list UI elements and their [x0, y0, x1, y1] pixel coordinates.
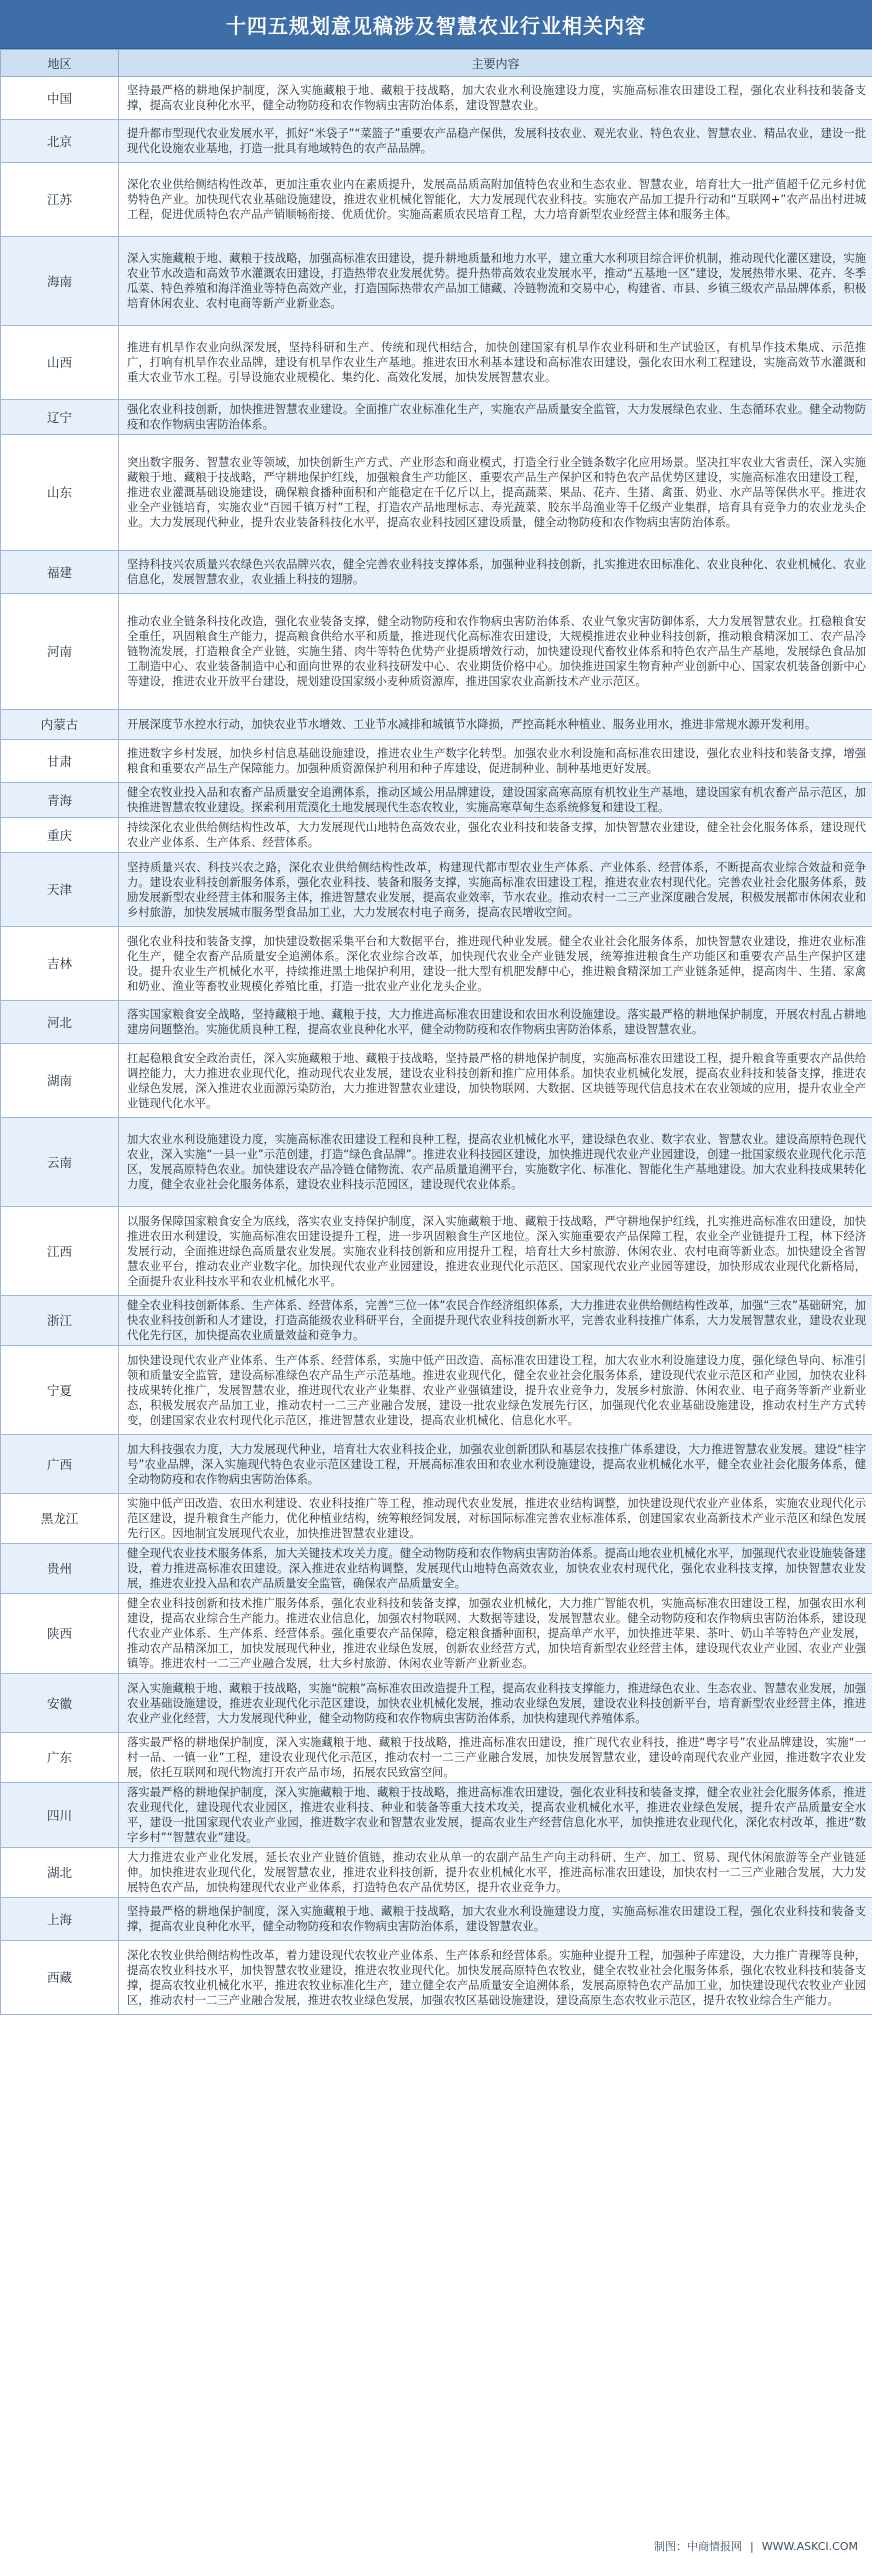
table-row: [1, 120, 872, 163]
content-cell: 加快建设现代农业产业体系、生产体系、经营体系，实施中低产田改造、高标准农田建设工程，加大农业水利设施建设力度，强化绿色导向、标准引领和质量安全监管，建设高标准绿色农产品生产示范基地。推进农业现代化，健全农业社会化服务体系，建设现代农业示范区和产业园，加快农业科技成果转化推广，发展智慧农业，推进现代农业产业集群、农业产业强镇建设，提升农业竞争力，发展乡村旅游、休闲农业、电子商务等新产业新业态，积极发展农产品加工业，推动农村一二三产业融合发展，建设一批农业绿色发展先行区，加强现代化农业基础设施建设，推动农村生产方式转变，创建国家农业农村现代化示范区，推进智慧农业建设，提高农业机械化、信息化水平。: [119, 1346, 872, 1435]
content-cell: 提升都市型现代农业发展水平，抓好“米袋子”“菜篮子”重要农产品稳产保供，发展科技农业、观光农业、特色农业、智慧农业、精品农业，建设一批现代化设施农业基地，打造一批具有地域特色的农产品品牌。: [119, 120, 872, 163]
content-cell: 扛起稳粮食安全政治责任，深入实施藏粮于地、藏粮于技战略，坚持最严格的耕地保护制度，实施高标准农田建设工程，提升粮食等重要农产品供给调控能力，大力推进农业现代化，推动现代农业发展，建设农业科技创新和推广应用体系。加快农业机械化发展，提高农业科技和装备支撑，推进农业绿色发展，深入推进农业面源污染防治，大力推进智慧农业建设，加快物联网、大数据、区块链等现代信息技术在农业领域的应用，提升农业全产业链现代化水平。: [119, 1044, 872, 1118]
region-cell: 浙江: [1, 1296, 119, 1346]
table-row: [1, 594, 872, 710]
content-cell: 开展深度节水控水行动，加快农业节水增效、工业节水减排和城镇节水降损，严控高耗水种植业、服务业用水，推进非常规水源开发利用。: [119, 710, 872, 740]
region-cell: 内蒙古: [1, 710, 119, 740]
table-row: [1, 1783, 872, 1848]
table-row: [1, 818, 872, 853]
content-cell: 健全农业科技创新和技术推广服务体系，强化农业科技和装备支撑，加强农业机械化，大力推广智能农机，实施高标准农田建设工程，加强农田水利建设，提高农业综合生产能力。推进农业信息化，加强农村物联网、大数据等建设，发展智慧农业。健全动物防疫和农作物病虫害防治体系，建设现代农业产业体系、生产体系、经营体系。强化重要农产品保障，稳定粮食播种面积，提高单产水平，加快推进苹果、茶叶、奶山羊等特色产业发展，推动农产品精深加工，加快发展现代种业，推进农业绿色发展，创新农业经营方式，加快培育新型农业经营主体，建设现代农业产业园、农业产业强镇等。推进农村一二三产业融合发展，壮大乡村旅游、休闲农业等新产业新业态。: [119, 1594, 872, 1674]
footer: [0, 2533, 872, 2559]
table-row: [1, 853, 872, 927]
table-row: [1, 435, 872, 551]
content-cell: 推进有机旱作农业向纵深发展，坚持科研和生产、传统和现代相结合，加快创建国家有机旱作农业科研和生产试验区，有机旱作技术集成、示范推广，打响有机旱作农业品牌，建设有机旱作农业生产基地。推进农田水利基本建设和高标准农田建设，强化农田水利工程建设，实施高效节水灌溉和重大农业节水工程。引导设施农业规模化、集约化、高效化发展，加快发展智慧农业。: [119, 326, 872, 400]
region-cell: 北京: [1, 120, 119, 163]
region-cell: 甘肃: [1, 740, 119, 783]
content-cell: 落实国家粮食安全战略，坚持藏粮于地、藏粮于技，大力推进高标准农田建设和农田水利设施建设。落实最严格的耕地保护制度，开展农村乱占耕地建房问题整治。实施优质良种工程，提高农业良种化水平，健全动物防疫和农作物病虫害防治体系，建设智慧农业。: [119, 1001, 872, 1044]
region-cell: 四川: [1, 1783, 119, 1848]
content-cell: 坚持最严格的耕地保护制度，深入实施藏粮于地、藏粮于技战略，加大农业水利设施建设力度，实施高标准农田建设工程，强化农业科技和装备支撑，提高农业良种化水平，健全动物防疫和农作物病虫害防治体系，建设智慧农业。: [119, 77, 872, 120]
content-cell: 健全现代农业技术服务体系，加大关键技术攻关力度。健全动物防疫和农作物病虫害防治体系。提高山地农业机械化水平，加强现代农业设施装备建设，着力推进高标准农田建设。深入推进农业结构调整，发展现代山地特色高效农业，加快农业农村现代化，强化农业科技支撑，加快智慧农业发展，推进农业投入品和农产品质量安全监管，确保农产品质量安全。: [119, 1544, 872, 1594]
table-row: [1, 1435, 872, 1494]
content-cell: 健全农牧业投入品和农畜产品质量安全追溯体系，推动区域公用品牌建设，建设国家高寒高原有机牧业生产基地，建设国家有机农畜产品示范区，加快推进智慧农牧业建设。探索利用荒漠化土地发展现代生态农牧业，实施高寒草甸生态系统修复和建设工程。: [119, 783, 872, 818]
table-row: [1, 1001, 872, 1044]
content-cell: 强化农业科技和装备支撑，加快建设数据采集平台和大数据平台，推进现代种业发展。健全农业社会化服务体系，加快智慧农业建设，推进农业标准化生产，健全农畜产品质量安全追溯体系。深化农业综合改革，加快现代农业全产业链发展，统筹推进粮食生产功能区和重要农产品生产保护区建设。提升农业生产机械化水平，持续推进黑土地保护利用，建设一批大型有机肥发酵中心，推进粮食精深加工产业链条延伸，提高肉牛、生猪、家禽和奶业、渔业等畜牧业规模化养殖比重，打造一批农业产业化龙头企业。: [119, 927, 872, 1001]
content-cell: 坚持质量兴农、科技兴农之路，深化农业供给侧结构性改革，构建现代都市型农业生产体系、产业体系、经营体系，不断提高农业综合效益和竞争力。建设农业科技创新服务体系，强化农业科技、装备和服务支撑，实施高标准农田建设工程，推进农业农村现代化。完善农业社会化服务体系，鼓励发展新型农业经营主体和服务主体，推进智慧农业发展，提高农业效率，节水农业。推动农村一二三产业深度融合发展，积极发展都市休闲农业和乡村旅游，加快发展城市服务型食品加工业，大力发展农村电子商务，提高农民增收空间。: [119, 853, 872, 927]
region-cell: 安徽: [1, 1674, 119, 1733]
table-row: [1, 400, 872, 435]
region-cell: 青海: [1, 783, 119, 818]
table-row: [1, 1848, 872, 1898]
region-cell: 天津: [1, 853, 119, 927]
table-row: [1, 1733, 872, 1783]
table-row: [1, 77, 872, 120]
content-cell: 落实最严格的耕地保护制度，深入实施藏粮于地、藏粮于技战略，推进高标准农田建设，强化农业科技和装备支撑，健全农业社会化服务体系，推进农业现代化，建设现代农业园区，推进农业科技、种业和装备等重大技术攻关，提高农业机械化水平，推进农业绿色发展，提升农产品质量安全水平，建设一批国家现代农业产业园，推进数字农业和智慧农业发展，提高农业生产经营信息化水平，加快推进农业现代化，深化农村改革，推进“数字乡村”“智慧农业”建设。: [119, 1783, 872, 1848]
region-cell: 山西: [1, 326, 119, 400]
region-cell: 西藏: [1, 1941, 119, 2015]
region-cell: 海南: [1, 237, 119, 326]
footer-separator: |: [750, 2539, 754, 2553]
content-cell: 强化农业科技创新，加快推进智慧农业建设。全面推广农业标准化生产，实施农产品质量安全监管，大力发展绿色农业、生态循环农业。健全动物防疫和农作物病虫害防治体系。: [119, 400, 872, 435]
region-cell: 广东: [1, 1733, 119, 1783]
region-cell: 云南: [1, 1118, 119, 1207]
header-region: 地区: [1, 50, 119, 77]
region-cell: 湖北: [1, 1848, 119, 1898]
content-cell: 深入实施藏粮于地、藏粮于技战略，加强高标准农田建设，提升耕地质量和地力水平，建立重大水利项目综合评价机制，推动现代化灌区建设，实施农业节水改造和高效节水灌溉农田建设，打造热带农业发展优势。提升热带高效农业发展水平，推动“五基地一区”建设，发展热带水果、花卉、冬季瓜菜、特色养殖和海洋渔业等特色高效产业，打造国际热带农产品加工储藏、冷链物流和交易中心，构建省、市县、乡镇三级农产品品牌体系，积极培育休闲农业、农村电商等新产业新业态。: [119, 237, 872, 326]
content-cell: 深化农业供给侧结构性改革，更加注重农业内在素质提升，发展高品质高附加值特色农业和生态农业、智慧农业，培育壮大一批产值超千亿元乡村优势特色产业。加快现代农业基础设施建设，推进农业机械化智能化，大力发展现代农业科技。实施农产品加工提升行动和“互联网+”农产品出村进城工程，促进优质特色农产品产销顺畅衔接、优质优价。实施高素质农民培育工程，大力培育新型农业经营主体和服务主体。: [119, 163, 872, 237]
region-cell: 宁夏: [1, 1346, 119, 1435]
region-cell: 湖南: [1, 1044, 119, 1118]
region-cell: 黑龙江: [1, 1494, 119, 1544]
region-cell: 吉林: [1, 927, 119, 1001]
region-cell: 广西: [1, 1435, 119, 1494]
policy-table: [0, 49, 872, 2015]
region-cell: 重庆: [1, 818, 119, 853]
region-cell: 河南: [1, 594, 119, 710]
table-row: [1, 326, 872, 400]
table-row: [1, 1941, 872, 2015]
table-row: [1, 237, 872, 326]
table-body: [1, 77, 872, 2015]
table-row: [1, 710, 872, 740]
footer-source: 制图：中商情报网: [654, 2540, 743, 2553]
region-cell: 上海: [1, 1898, 119, 1941]
header-row: [1, 50, 872, 77]
region-cell: 江苏: [1, 163, 119, 237]
table-row: [1, 1594, 872, 1674]
table-row: [1, 783, 872, 818]
region-cell: 辽宁: [1, 400, 119, 435]
table-row: [1, 1118, 872, 1207]
table-row: [1, 1674, 872, 1733]
content-cell: 持续深化农业供给侧结构性改革，大力发展现代山地特色高效农业，强化农业科技和装备支撑，加快智慧农业建设，健全社会化服务体系，建设现代农业产业体系、生产体系、经营体系。: [119, 818, 872, 853]
table-row: [1, 1044, 872, 1118]
region-cell: 山东: [1, 435, 119, 551]
table-row: [1, 163, 872, 237]
header-content: 主要内容: [119, 50, 872, 77]
page-title: 十四五规划意见稿涉及智慧农业行业相关内容: [0, 0, 872, 49]
region-cell: 江西: [1, 1207, 119, 1296]
table-row: [1, 1544, 872, 1594]
table-row: [1, 927, 872, 1001]
region-cell: 福建: [1, 551, 119, 594]
content-cell: 实施中低产田改造、农田水利建设、农业科技推广等工程，推动现代农业发展，推进农业结构调整，加快建设现代农业产业体系，实施农业现代化示范区建设，提升粮食生产能力，优化种植业结构，统筹粮经饲发展，对标国际标准完善农业标准体系，创建国家农业高新技术产业示范区和绿色发展先行区。因地制宜发展现代农业，加快推进智慧农业建设。: [119, 1494, 872, 1544]
table-row: [1, 1346, 872, 1435]
region-cell: 陕西: [1, 1594, 119, 1674]
content-cell: 以服务保障国家粮食安全为底线，落实农业支持保护制度，深入实施藏粮于地、藏粮于技战略，严守耕地保护红线，扎实推进高标准农田建设，加快推进农田水利建设，实施高标准农田建设提升工程，进一步巩固粮食生产区地位。深入实施重要农产品保障工程，农业全产业链提升工程，林下经济发展行动，全面推进绿色高质量农业发展。实施农业科技创新和应用提升工程，培育壮大乡村旅游、休闲农业、农村电商等新业态。加快建设全省智慧农业平台，推动农业产业数字化。加快现代农业产业园建设，推进农业现代化示范区、国家现代农业产业园等建设，加快形成农业现代化新格局，全面提升农业科技水平和农业机械化水平。: [119, 1207, 872, 1296]
content-cell: 大力推进农业产业化发展，延长农业产业链价值链，推动农业从单一的农副产品生产向主动科研、生产、加工、贸易、现代休闲旅游等全产业链延伸。加快推进农业现代化，发展智慧农业，推进农业科技创新，提升农业机械化水平，推进高标准农田建设，加快农村一二三产业融合发展，大力发展特色农产品，加快构建现代农业产业体系，打造特色农产品优势区，提升农业竞争力。: [119, 1848, 872, 1898]
table-row: [1, 1296, 872, 1346]
table-row: [1, 740, 872, 783]
content-cell: 坚持科技兴农质量兴农绿色兴农品牌兴农，健全完善农业科技支撑体系，加强种业科技创新，扎实推进农田标准化、农业良种化、农业机械化、农业信息化，发展智慧农业，农业插上科技的翅膀。: [119, 551, 872, 594]
content-cell: 落实最严格的耕地保护制度，深入实施藏粮于地、藏粮于技战略，推进高标准农田建设，推广现代农业科技，推进“粤字号”农业品牌建设，实施“一村一品、一镇一业”工程，建设农业现代化示范区，推动农村一二三产业融合发展，加快发展智慧农业，建设岭南现代农业产业园，推进数字农业发展，依托互联网和现代物流打开农产品市场，拓展农民致富空间。: [119, 1733, 872, 1783]
region-cell: 贵州: [1, 1544, 119, 1594]
content-cell: 健全农业科技创新体系、生产体系、经营体系，完善“三位一体”农民合作经济组织体系，大力推进农业供给侧结构性改革，加强“三农”基础研究，加快农业科技创新和人才建设，打造高能级农业科研平台，全面提升现代农业科技创新水平，完善农业科技推广体系，大力发展智慧农业，建设农业现代化先行区，加快提高农业质量效益和竞争力。: [119, 1296, 872, 1346]
table-header: [1, 50, 872, 77]
content-cell: 推动农业全链条科技化改造，强化农业装备支撑，健全动物防疫和农作物病虫害防治体系、农业气象灾害防御体系，大力发展智慧农业。扛稳粮食安全重任，巩固粮食生产能力，提高粮食供给水平和质量，推进现代化高标准农田建设，大规模推进农业种业科技创新，推动粮食精深加工、农产品冷链物流发展，打造粮食全产业链，实施生猪、肉牛等特色优势产业提质增效行动，加快建设现代畜牧业体系和特色农产品生产基地，发展绿色食品加工制造中心、农业装备制造中心和面向世界的农业科技研发中心、农业期货价格中心。加快推进国家生物育种产业创新中心、国家农机装备创新中心等建设，推进农业开放平台建设，规划建设国家级小麦种质资源库，推进国家农业高新技术产业示范区。: [119, 594, 872, 710]
content-cell: 加大科技强农力度，大力发展现代种业，培育壮大农业科技企业，加强农业创新团队和基层农技推广体系建设，大力推进智慧农业发展。建设“桂字号”农业品牌，深入实施现代特色农业示范区建设工程，开展高标准农田和农业水利设施建设，提高农业机械化水平，健全农业社会化服务体系，健全动物防疫和农作物病虫害防治体系。: [119, 1435, 872, 1494]
table-row: [1, 1898, 872, 1941]
footer-url: WWW.ASKCI.COM: [761, 2539, 858, 2553]
region-cell: 河北: [1, 1001, 119, 1044]
content-cell: 深入实施藏粮于地、藏粮于技战略，实施“皖粮”高标准农田改造提升工程，提高农业科技支撑能力，推进绿色农业、生态农业、智慧农业发展，加强农业基础设施建设，推进农业现代化示范区建设，加快农业机械化发展，推动农业绿色发展，建设农业科技创新平台，培育新型农业经营主体，推进农业产业化经营，大力发展现代种业，健全动物防疫和农作物病虫害防治体系，加快构建现代养殖体系。: [119, 1674, 872, 1733]
table-row: [1, 1494, 872, 1544]
table-row: [1, 1207, 872, 1296]
content-cell: 坚持最严格的耕地保护制度，深入实施藏粮于地、藏粮于技战略，加大农业水利设施建设力度，实施高标准农田建设工程，强化农业科技和装备支撑，提高农业良种化水平，健全动物防疫和农作物病虫害防治体系，建设智慧农业。: [119, 1898, 872, 1941]
content-cell: 加大农业水利设施建设力度，实施高标准农田建设工程和良种工程，提高农业机械化水平，建设绿色农业、数字农业、智慧农业。建设高原特色现代农业，深入实施“一县一业”示范创建，打造“绿色食品牌”。推进农业科技园区建设，加快推进现代农业产业园建设，创建一批国家级农业现代化示范区，发展高原特色农业。加快建设农产品冷链仓储物流、农产品质量追溯平台，实施数字化、标准化、智能化生产基地建设。加大农业科技成果转化力度，健全农业社会化服务体系，建设农业科技示范园区，建设现代农业体系。: [119, 1118, 872, 1207]
table-row: [1, 551, 872, 594]
region-cell: 中国: [1, 77, 119, 120]
content-cell: 深化农牧业供给侧结构性改革，着力建设现代农牧业产业体系、生产体系和经营体系。实施种业提升工程，加强种子库建设，大力推广青稞等良种，提高农牧业科技水平，加快智慧农牧业建设，推进农牧业现代化。加快发展高原特色农牧业，健全农牧业社会化服务体系，强化农牧业科技和装备支撑，提高农牧业机械化水平，推进农牧业标准化生产，建立健全农产品质量安全追溯体系，发展高原特色农产品加工业，加快建设现代农牧业产业园区，推动农村一二三产业融合发展，推进农牧业绿色发展，加强农牧区基础设施建设，建设高原生态农牧业示范区，提升农牧业综合生产能力。: [119, 1941, 872, 2015]
content-cell: 推进数字乡村发展，加快乡村信息基础设施建设，推进农业生产数字化转型。加强农业水利设施和高标准农田建设，强化农业科技和装备支撑，增强粮食和重要农产品生产保障能力。加强种质资源保护利用和种子库建设，促进制种业、制种基地更好发展。: [119, 740, 872, 783]
content-cell: 突出数字服务、智慧农业等领域，加快创新生产方式、产业形态和商业模式，打造全行业全链条数字化应用场景。坚决扛牢农业大省责任，深入实施藏粮于地、藏粮于技战略，严守耕地保护红线，加强粮食生产功能区、重要农产品生产保护区和特色农产品优势区建设，实施高标准农田建设工程，推进农业灌溉基础设施建设，确保粮食播种面积和产能稳定在千亿斤以上，提高蔬菜、果品、花卉、生猪、禽蛋、奶业、水产品等保供水平。推进农业全产业链培育，实施农业“百园千镇万村”工程，打造农产品地理标志、寿光蔬菜、胶东半岛渔业等千亿级产业集群，培育具有竞争力的农业龙头企业。大力发展现代种业，提升农业装备科技化水平，提高农业科技园区建设质量，健全动物防疫和农作物病虫害防治体系。: [119, 435, 872, 551]
